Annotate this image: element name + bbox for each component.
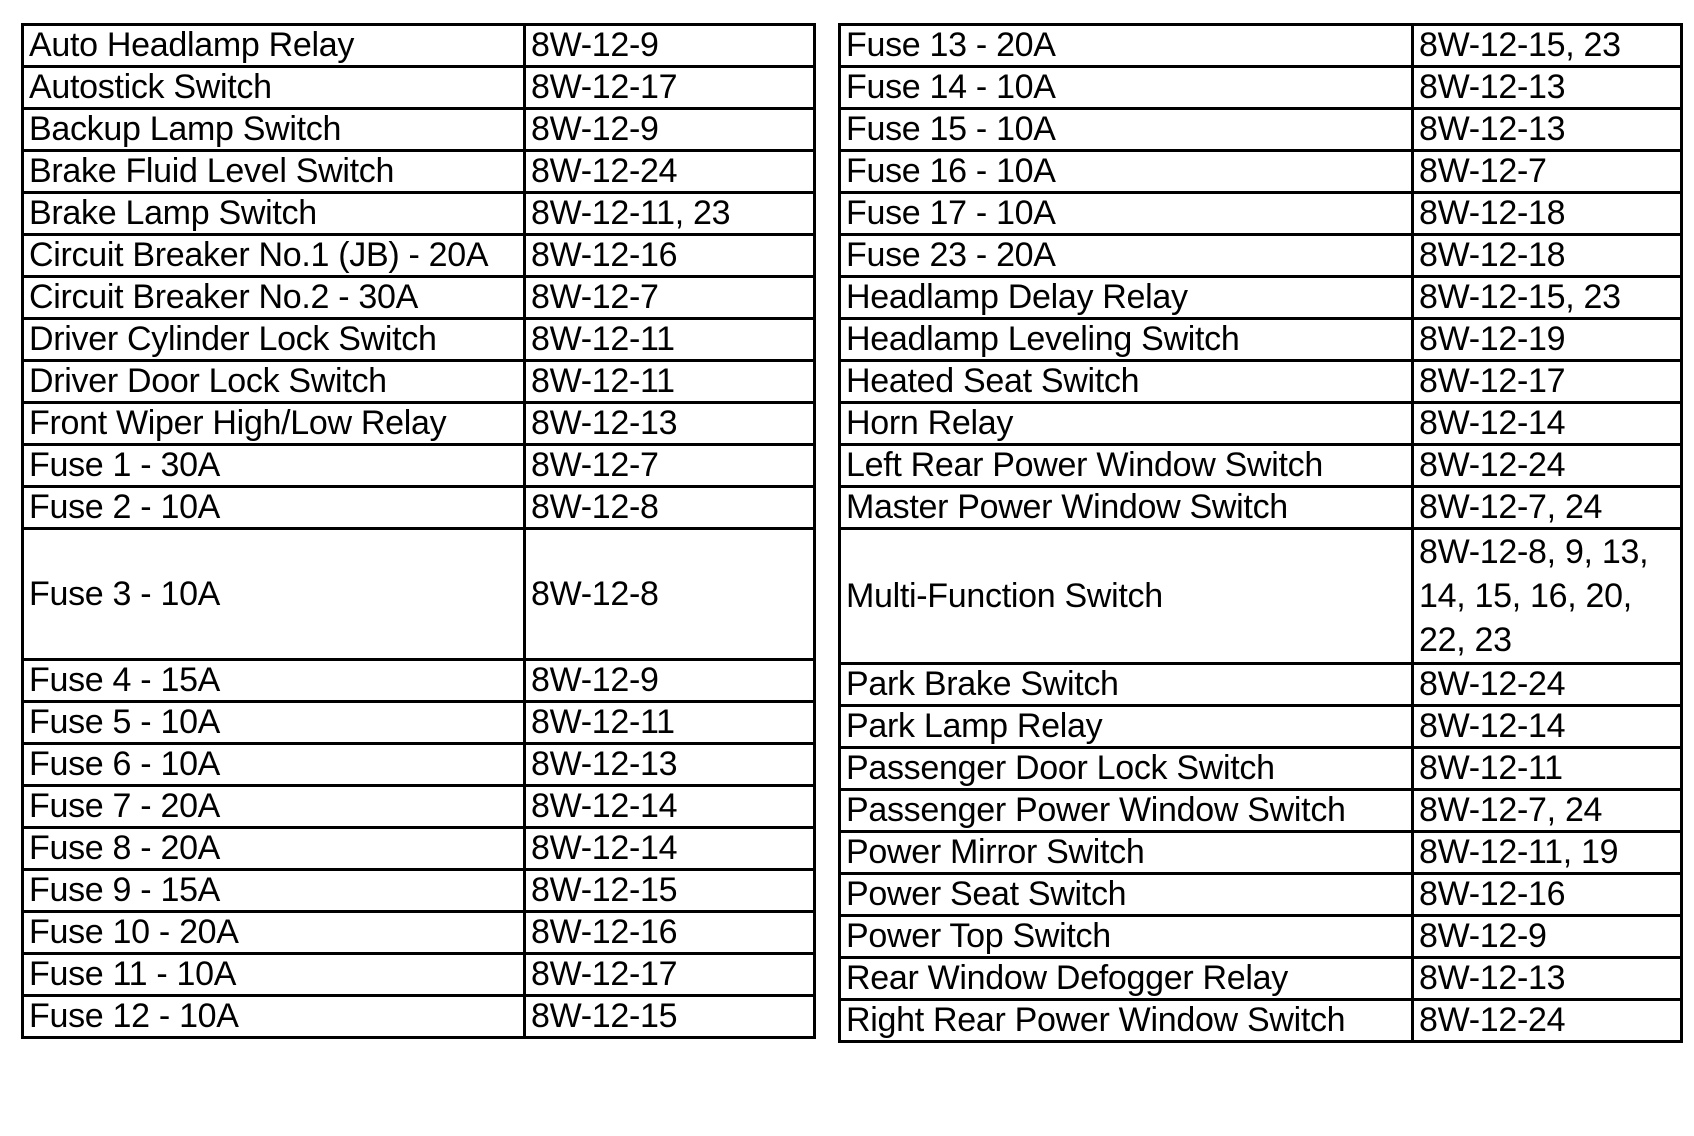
table-row — [23, 25, 815, 67]
component-name: Fuse 2 - 10A — [23, 487, 525, 529]
component-name: Brake Fluid Level Switch — [23, 151, 525, 193]
diagram-reference: 8W-12-14 — [525, 828, 815, 870]
table-row — [23, 445, 815, 487]
diagram-reference: 8W-12-18 — [1413, 193, 1682, 235]
component-name: Headlamp Delay Relay — [840, 277, 1413, 319]
component-name: Rear Window Defogger Relay — [840, 958, 1413, 1000]
table-row — [840, 445, 1682, 487]
diagram-reference: 8W-12-9 — [525, 109, 815, 151]
diagram-reference: 8W-12-7, 24 — [1413, 790, 1682, 832]
component-name: Driver Door Lock Switch — [23, 361, 525, 403]
diagram-reference: 8W-12-24 — [1413, 445, 1682, 487]
table-row — [23, 702, 815, 744]
table-row — [840, 25, 1682, 67]
table-row — [23, 660, 815, 702]
table-row — [840, 67, 1682, 109]
diagram-reference: 8W-12-8 — [525, 529, 815, 660]
component-name: Fuse 9 - 15A — [23, 870, 525, 912]
component-name: Fuse 11 - 10A — [23, 954, 525, 996]
diagram-reference: 8W-12-17 — [1413, 361, 1682, 403]
diagram-reference: 8W-12-7 — [525, 277, 815, 319]
table-row — [840, 832, 1682, 874]
diagram-reference: 8W-12-15 — [525, 870, 815, 912]
diagram-reference: 8W-12-11, 23 — [525, 193, 815, 235]
table-row — [23, 912, 815, 954]
diagram-reference: 8W-12-9 — [525, 660, 815, 702]
component-name: Right Rear Power Window Switch — [840, 1000, 1413, 1042]
diagram-reference: 8W-12-11 — [525, 319, 815, 361]
component-name: Power Mirror Switch — [840, 832, 1413, 874]
table-row — [23, 193, 815, 235]
diagram-reference: 8W-12-14 — [1413, 706, 1682, 748]
component-name: Passenger Power Window Switch — [840, 790, 1413, 832]
table-row — [840, 319, 1682, 361]
diagram-reference: 8W-12-11 — [1413, 748, 1682, 790]
table-row — [23, 954, 815, 996]
diagram-reference: 8W-12-13 — [525, 744, 815, 786]
table-row — [840, 874, 1682, 916]
table-row — [840, 235, 1682, 277]
component-name: Backup Lamp Switch — [23, 109, 525, 151]
table-row — [840, 361, 1682, 403]
component-name: Left Rear Power Window Switch — [840, 445, 1413, 487]
component-name: Fuse 14 - 10A — [840, 67, 1413, 109]
table-row — [840, 529, 1682, 664]
diagram-reference: 8W-12-14 — [525, 786, 815, 828]
component-name: Fuse 16 - 10A — [840, 151, 1413, 193]
component-name: Master Power Window Switch — [840, 487, 1413, 529]
table-row — [840, 403, 1682, 445]
component-name: Fuse 8 - 20A — [23, 828, 525, 870]
diagram-reference: 8W-12-8, 9, 13, 14, 15, 16, 20, 22, 23 — [1413, 529, 1682, 664]
table-row — [840, 193, 1682, 235]
left-component-table — [21, 23, 816, 1039]
table-row — [23, 403, 815, 445]
table-row — [23, 786, 815, 828]
diagram-reference: 8W-12-15 — [525, 996, 815, 1038]
component-name: Fuse 4 - 15A — [23, 660, 525, 702]
diagram-reference: 8W-12-15, 23 — [1413, 277, 1682, 319]
table-row — [840, 706, 1682, 748]
component-name: Brake Lamp Switch — [23, 193, 525, 235]
diagram-reference: 8W-12-7 — [525, 445, 815, 487]
diagram-reference: 8W-12-11 — [525, 361, 815, 403]
diagram-reference: 8W-12-13 — [525, 403, 815, 445]
table-row — [23, 151, 815, 193]
component-name: Fuse 17 - 10A — [840, 193, 1413, 235]
component-name: Fuse 10 - 20A — [23, 912, 525, 954]
diagram-reference: 8W-12-9 — [1413, 916, 1682, 958]
diagram-reference: 8W-12-14 — [1413, 403, 1682, 445]
component-name: Autostick Switch — [23, 67, 525, 109]
diagram-reference: 8W-12-16 — [525, 235, 815, 277]
diagram-reference: 8W-12-18 — [1413, 235, 1682, 277]
component-name: Multi-Function Switch — [840, 529, 1413, 664]
diagram-reference: 8W-12-24 — [1413, 1000, 1682, 1042]
table-row — [840, 1000, 1682, 1042]
diagram-reference: 8W-12-13 — [1413, 958, 1682, 1000]
table-row — [23, 319, 815, 361]
diagram-reference: 8W-12-19 — [1413, 319, 1682, 361]
component-name: Horn Relay — [840, 403, 1413, 445]
component-name: Fuse 1 - 30A — [23, 445, 525, 487]
table-row — [23, 487, 815, 529]
table-row — [840, 664, 1682, 706]
table-row — [23, 235, 815, 277]
table-row — [23, 870, 815, 912]
component-name: Heated Seat Switch — [840, 361, 1413, 403]
component-name: Fuse 12 - 10A — [23, 996, 525, 1038]
right-component-table — [838, 23, 1683, 1043]
diagram-reference: 8W-12-11 — [525, 702, 815, 744]
component-name: Fuse 23 - 20A — [840, 235, 1413, 277]
component-name: Front Wiper High/Low Relay — [23, 403, 525, 445]
component-name: Fuse 6 - 10A — [23, 744, 525, 786]
component-name: Headlamp Leveling Switch — [840, 319, 1413, 361]
component-name: Park Brake Switch — [840, 664, 1413, 706]
table-row — [23, 67, 815, 109]
component-name: Circuit Breaker No.2 - 30A — [23, 277, 525, 319]
component-name: Auto Headlamp Relay — [23, 25, 525, 67]
table-row — [840, 748, 1682, 790]
component-name: Power Top Switch — [840, 916, 1413, 958]
table-row — [840, 151, 1682, 193]
table-row — [23, 828, 815, 870]
diagram-reference: 8W-12-13 — [1413, 109, 1682, 151]
diagram-reference: 8W-12-8 — [525, 487, 815, 529]
component-name: Fuse 5 - 10A — [23, 702, 525, 744]
component-name: Park Lamp Relay — [840, 706, 1413, 748]
component-name: Fuse 3 - 10A — [23, 529, 525, 660]
table-row — [23, 109, 815, 151]
diagram-reference: 8W-12-24 — [525, 151, 815, 193]
table-row — [840, 958, 1682, 1000]
table-row — [23, 277, 815, 319]
table-row — [840, 790, 1682, 832]
diagram-reference: 8W-12-16 — [525, 912, 815, 954]
component-name: Fuse 13 - 20A — [840, 25, 1413, 67]
diagram-reference: 8W-12-11, 19 — [1413, 832, 1682, 874]
table-row — [840, 487, 1682, 529]
component-name: Power Seat Switch — [840, 874, 1413, 916]
component-name: Fuse 7 - 20A — [23, 786, 525, 828]
table-row — [840, 916, 1682, 958]
diagram-reference: 8W-12-24 — [1413, 664, 1682, 706]
diagram-reference: 8W-12-7, 24 — [1413, 487, 1682, 529]
diagram-reference: 8W-12-9 — [525, 25, 815, 67]
diagram-reference: 8W-12-17 — [525, 954, 815, 996]
table-row — [840, 109, 1682, 151]
component-name: Passenger Door Lock Switch — [840, 748, 1413, 790]
diagram-reference: 8W-12-7 — [1413, 151, 1682, 193]
diagram-reference: 8W-12-13 — [1413, 67, 1682, 109]
table-row — [840, 277, 1682, 319]
diagram-reference: 8W-12-17 — [525, 67, 815, 109]
table-row — [23, 361, 815, 403]
table-row — [23, 996, 815, 1038]
component-name: Fuse 15 - 10A — [840, 109, 1413, 151]
diagram-reference: 8W-12-15, 23 — [1413, 25, 1682, 67]
table-row — [23, 529, 815, 660]
table-row — [23, 744, 815, 786]
component-name: Circuit Breaker No.1 (JB) - 20A — [23, 235, 525, 277]
diagram-reference: 8W-12-16 — [1413, 874, 1682, 916]
component-name: Driver Cylinder Lock Switch — [23, 319, 525, 361]
